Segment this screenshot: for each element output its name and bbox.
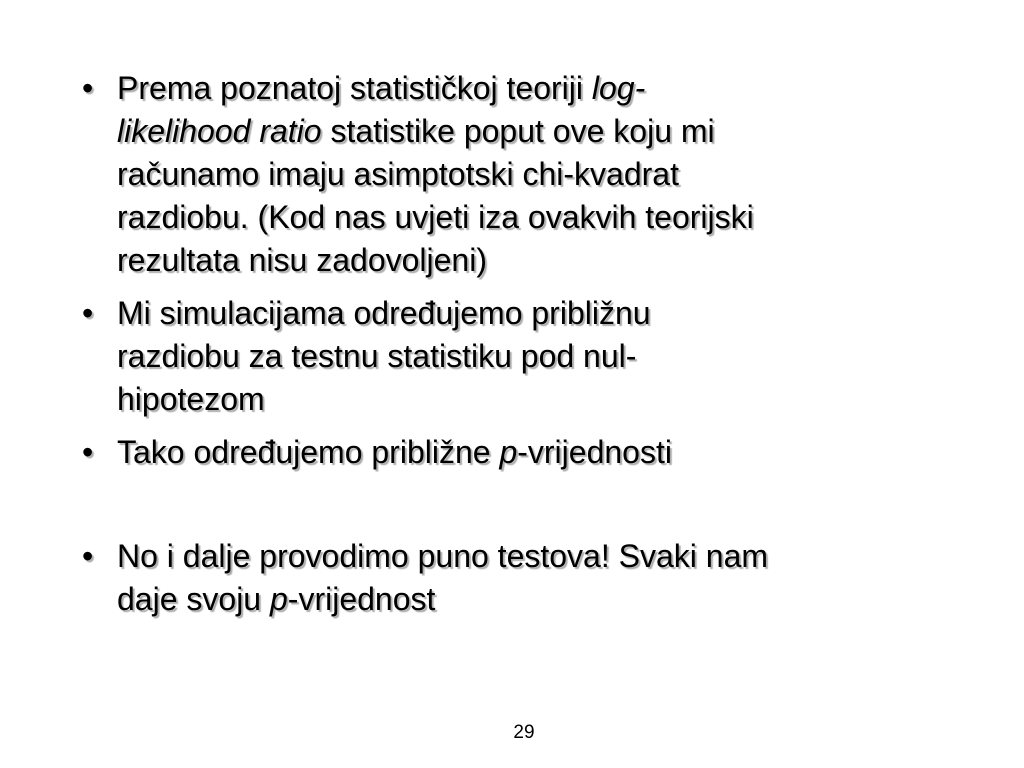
text-line <box>117 67 1024 110</box>
bullet-marker: • <box>82 434 94 470</box>
text-line <box>117 196 1024 239</box>
text-line <box>117 378 1024 421</box>
text-line <box>117 535 1024 578</box>
text-line <box>117 335 1024 378</box>
bullet-marker: • <box>82 70 94 106</box>
emphasis-text: p <box>499 434 518 470</box>
text-segment: -vrijednosti <box>517 434 672 470</box>
text-line <box>117 431 1024 474</box>
text-segment: No i dalje provodimo puno testova! Svaki nam <box>117 538 769 574</box>
text-segment: računamo imaju asimptotski chi-kvadrat <box>117 156 679 192</box>
text-segment: -vrijednost <box>287 581 436 617</box>
bullet-item <box>0 431 1024 474</box>
text-line <box>117 110 1024 153</box>
emphasis-text: p <box>269 581 288 617</box>
text-segment: razdiobu za testnu statistiku pod nul- <box>117 338 637 374</box>
emphasis-text: likelihood ratio <box>117 113 322 149</box>
text-segment: Tako određujemo približne <box>117 434 500 470</box>
text-line <box>117 239 1024 282</box>
text-segment: daje svoju <box>117 581 270 617</box>
slide-number: 29 <box>513 722 535 743</box>
text-segment: rezultata nisu zadovoljeni) <box>117 242 487 278</box>
bullet-marker: • <box>82 538 94 574</box>
bullet-item <box>0 67 1024 282</box>
text-segment: razdiobu. (Kod nas uvjeti iza ovakvih teorijski <box>117 199 754 235</box>
bullet-item <box>0 535 1024 621</box>
text-segment: hipotezom <box>117 381 265 417</box>
bullet-list <box>0 67 1024 621</box>
text-line <box>117 292 1024 335</box>
text-line <box>117 153 1024 196</box>
bullet-marker: • <box>82 295 94 331</box>
text-segment: statistike poput ove koju mi <box>321 113 715 149</box>
text-segment: Mi simulacijama određujemo približnu <box>117 295 651 331</box>
emphasis-text: log- <box>591 70 646 106</box>
bullet-item <box>0 292 1024 421</box>
text-line <box>117 578 1024 621</box>
text-segment: Prema poznatoj statističkoj teoriji <box>117 70 592 106</box>
